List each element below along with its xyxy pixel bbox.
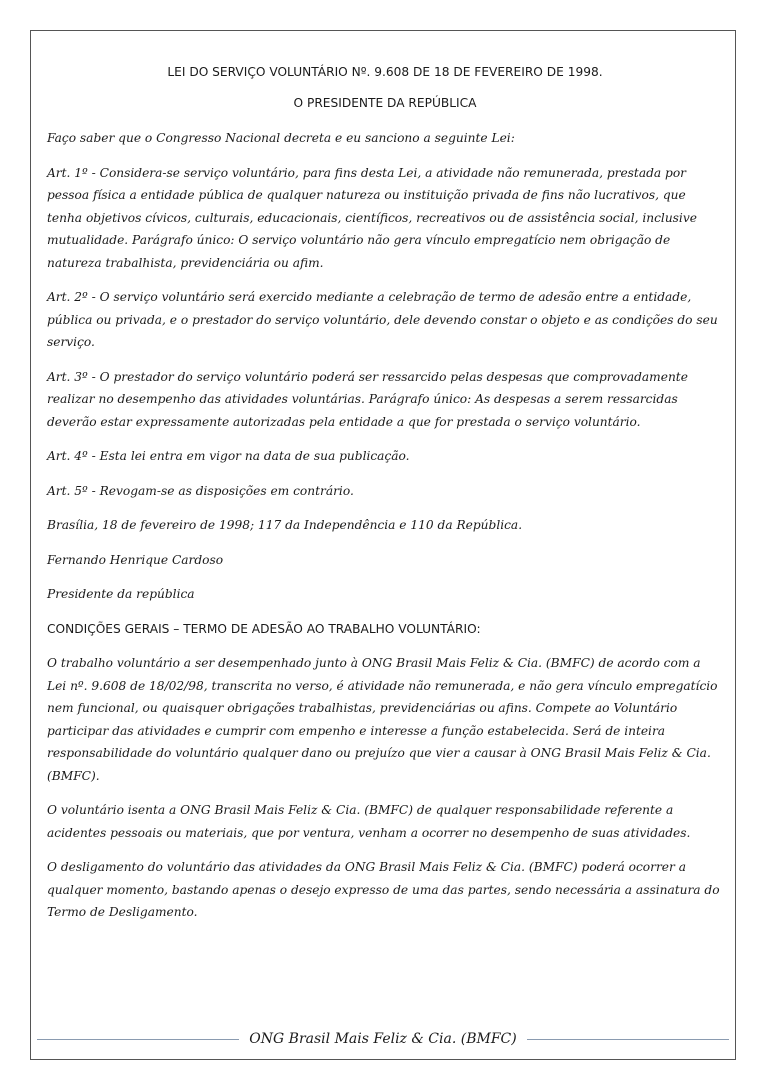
article-4: Art. 4º - Esta lei entra em vigor na data de sua publicação. [47, 449, 410, 463]
condition-paragraph: O voluntário isenta a ONG Brasil Mais Feliz & Cia. (BMFC) de qualquer responsabilidade referente a acidentes pessoais ou materiais, que por ventura, venham a ocorrer no desempenho de suas atividades. [47, 803, 691, 840]
document-subtitle: O PRESIDENTE DA REPÚBLICA [293, 96, 477, 110]
conditions-heading: CONDIÇÕES GERAIS – TERMO DE ADESÃO AO TRABALHO VOLUNTÁRIO: [47, 621, 481, 636]
document-title: LEI DO SERVIÇO VOLUNTÁRIO Nº. 9.608 DE 18 DE FEVEREIRO DE 1998. [167, 65, 603, 79]
signatory-name: Fernando Henrique Cardoso [47, 552, 224, 567]
intro-paragraph: Faço saber que o Congresso Nacional decreta e eu sanciono a seguinte Lei: [47, 131, 515, 145]
page-footer [31, 1027, 735, 1051]
document-body [47, 61, 723, 936]
article-1: Art. 1º - Considera-se serviço voluntário, para fins desta Lei, a atividade não remunerada, prestada por pessoa física a entidade pública de qualquer natureza ou instituição privada de fins não lucrativos, que tenha objetivos cívicos, culturais, educacionais, científicos, recreativos ou de assistência social, inclusive mutualidade. Parágrafo único: O serviço voluntário não gera vínculo empregatício nem obrigação de natureza trabalhista, previdenciária ou afim. [47, 165, 697, 270]
document-page [30, 30, 736, 1060]
signatory-title: Presidente da república [47, 587, 195, 601]
footer-text: ONG Brasil Mais Feliz & Cia. (BMFC) [249, 1031, 517, 1047]
article-3: Art. 3º - O prestador do serviço voluntário poderá ser ressarcido pelas despesas que comprovadamente realizar no desempenho das atividades voluntárias. Parágrafo único: As despesas a serem ressarcidas deverão estar expressamente autorizadas pela entidade a que for prestada o serviço voluntário. [47, 369, 688, 429]
condition-paragraph: O trabalho voluntário a ser desempenhado junto à ONG Brasil Mais Feliz & Cia. (BMFC) de acordo com a Lei nº. 9.608 de 18/02/98, transcrita no verso, é atividade não remunerada, e não gera vínculo empregatício nem funcional, ou quaisquer obrigações trabalhistas, previdenciárias ou afins. Compete ao Voluntário participar das atividades e cumprir com empenho e interesse a função estabelecida. Será de inteira responsabilidade do voluntário qualquer dano ou prejuízo que vier a causar à ONG Brasil Mais Feliz & Cia. (BMFC). [47, 656, 718, 783]
date-line: Brasília, 18 de fevereiro de 1998; 117 da Independência e 110 da República. [47, 518, 523, 532]
article-5: Art. 5º - Revogam-se as disposições em contrário. [47, 483, 354, 498]
footer-rule-right [527, 1039, 729, 1040]
condition-paragraph: O desligamento do voluntário das atividades da ONG Brasil Mais Feliz & Cia. (BMFC) poderá ocorrer a qualquer momento, bastando apenas o desejo expresso de uma das partes, sendo necessária a assinatura do Termo de Desligamento. [47, 860, 720, 919]
article-2: Art. 2º - O serviço voluntário será exercido mediante a celebração de termo de adesão entre a entidade, pública ou privada, e o prestador do serviço voluntário, dele devendo constar o objeto e as condições do seu serviço. [47, 290, 718, 349]
footer-rule-left [37, 1039, 239, 1040]
